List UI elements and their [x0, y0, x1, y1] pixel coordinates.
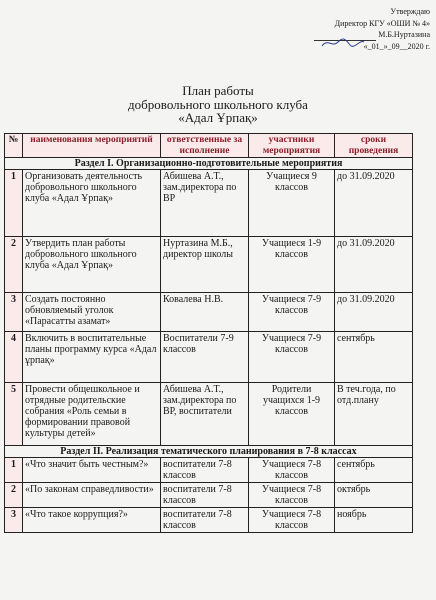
- row-name: Утвердить план работы добровольного школьного клуба «Адал Ұрпақ»: [23, 237, 161, 293]
- table-row: [5, 332, 413, 383]
- row-date: октябрь: [335, 483, 413, 508]
- table-header-row: [5, 134, 413, 158]
- row-responsible: Абишева А.Т., зам.директора по ВР, воспитатели: [161, 383, 249, 446]
- row-date: ноябрь: [335, 508, 413, 533]
- row-participants: Учащиеся 7-8 классов: [249, 508, 335, 533]
- row-responsible: Нуртазина М.Б., директор школы: [161, 237, 249, 293]
- approval-position: Директор КГУ «ОШИ № 4»: [334, 18, 430, 28]
- row-number: 2: [5, 483, 23, 508]
- row-number: 2: [5, 237, 23, 293]
- approval-block: [230, 6, 430, 52]
- title-line-1: План работы: [182, 83, 254, 98]
- row-number: 3: [5, 508, 23, 533]
- table-row: [5, 293, 413, 332]
- row-date: В теч.года, по отд.плану: [335, 383, 413, 446]
- row-participants: Учащиеся 7-8 классов: [249, 483, 335, 508]
- row-name: «Что значит быть честным?»: [23, 458, 161, 483]
- approval-heading: Утверждаю: [390, 7, 430, 16]
- title-line-2: добровольного школьного клуба: [128, 96, 308, 112]
- header-number: №: [5, 134, 23, 158]
- signature-field: [314, 40, 376, 41]
- row-name: Включить в воспитательные планы программу курса «Адал ұрпақ»: [23, 332, 161, 383]
- row-number: 4: [5, 332, 23, 383]
- header-name: наименования мероприятий: [23, 134, 161, 158]
- row-responsible: Ковалева Н.В.: [161, 293, 249, 332]
- header-responsible: ответственные за исполнение: [161, 134, 249, 158]
- row-responsible: воспитатели 7-8 классов: [161, 508, 249, 533]
- row-date: сентябрь: [335, 332, 413, 383]
- row-date: сентябрь: [335, 458, 413, 483]
- header-dates: сроки проведения: [335, 134, 413, 158]
- row-participants: Учащиеся 7-9 классов: [249, 332, 335, 383]
- row-number: 5: [5, 383, 23, 446]
- row-number: 3: [5, 293, 23, 332]
- table-row: [5, 170, 413, 237]
- row-responsible: воспитатели 7-8 классов: [161, 458, 249, 483]
- row-name: Провести общешкольное и отрядные родительские собрания «Роль семьи в формировании правовой культуры детей»: [23, 383, 161, 446]
- table-row: [5, 483, 413, 508]
- row-name: Организовать деятельность добровольного школьного клуба «Адал Ұрпақ»: [23, 170, 161, 237]
- row-responsible: Абишева А.Т., зам.директора по ВР: [161, 170, 249, 237]
- row-participants: Учащиеся 9 классов: [249, 170, 335, 237]
- signature-scribble: [320, 36, 366, 50]
- table-row: [5, 383, 413, 446]
- row-participants: Учащиеся 7-8 классов: [249, 458, 335, 483]
- signature-line: [230, 29, 430, 41]
- row-participants: Учащиеся 7-9 классов: [249, 293, 335, 332]
- section-row: [5, 446, 413, 458]
- header-participants: участники мероприятия: [249, 134, 335, 158]
- row-participants: Родители учащихся 1-9 классов: [249, 383, 335, 446]
- signature-name: М.Б.Нуртазина: [378, 30, 430, 39]
- row-responsible: воспитатели 7-8 классов: [161, 483, 249, 508]
- table-row: [5, 508, 413, 533]
- row-date: до 31.09.2020: [335, 293, 413, 332]
- row-date: до 31.09.2020: [335, 237, 413, 293]
- document-title: [0, 84, 436, 125]
- section-title: Раздел I. Организационно-подготовительные мероприятия: [5, 158, 413, 170]
- table-row: [5, 458, 413, 483]
- row-number: 1: [5, 170, 23, 237]
- section-row: [5, 158, 413, 170]
- row-participants: Учащиеся 1-9 классов: [249, 237, 335, 293]
- row-name: Создать постоянно обновляемый уголок «Парасатты азамат»: [23, 293, 161, 332]
- title-line-3: «Адал Ұрпақ»: [178, 110, 258, 125]
- approval-date: «_01_»_09__2020 г.: [363, 41, 430, 51]
- section-title: Раздел II. Реализация тематического планирования в 7-8 классах: [5, 446, 413, 458]
- table-row: [5, 237, 413, 293]
- row-date: до 31.09.2020: [335, 170, 413, 237]
- row-name: «Что такое коррупция?»: [23, 508, 161, 533]
- row-name: «По законам справедливости»: [23, 483, 161, 508]
- row-number: 1: [5, 458, 23, 483]
- row-responsible: Воспитатели 7-9 классов: [161, 332, 249, 383]
- plan-table: [4, 133, 413, 533]
